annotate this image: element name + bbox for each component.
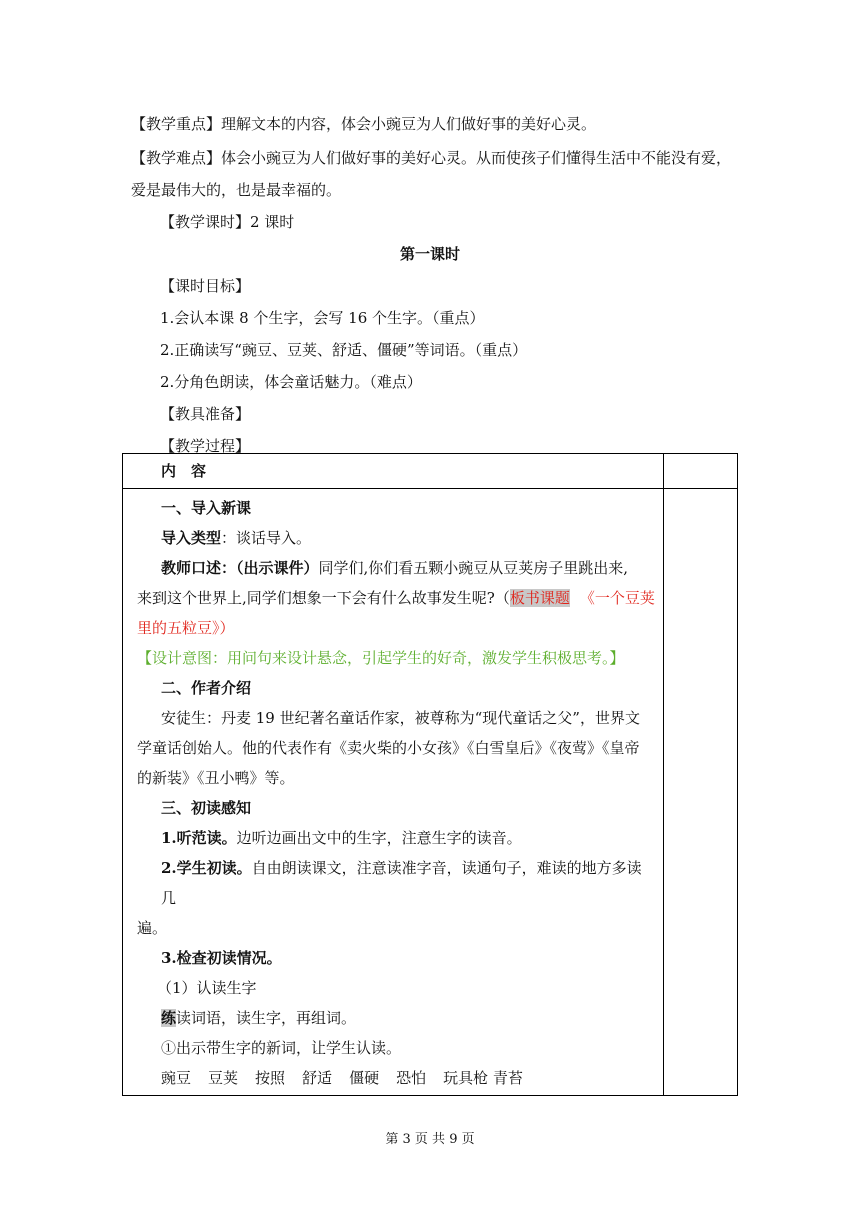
body-side-cell xyxy=(664,489,738,1096)
author-text-1: 安徒生：丹麦 19 世纪著名童话作家，被尊称为“现代童话之父”，世界文 xyxy=(161,709,640,727)
section-1-type-text: ：谈话导入。 xyxy=(221,529,312,547)
author-text-2: 学童话创始人。他的代表作有《卖火柴的小女孩》《白雪皇后》《夜莺》《皇帝 xyxy=(137,739,640,757)
teaching-focus-text: 理解文本的内容，体会小豌豆为人们做好事的美好心灵。 xyxy=(221,115,597,133)
table-header-row xyxy=(123,454,738,489)
section-1-title: 一、导入新课 xyxy=(161,499,252,517)
teaching-focus xyxy=(131,114,596,134)
word-item: 恐怕 xyxy=(396,1069,427,1087)
show-words-line: ①出示带生字的新词，让学生认读。 xyxy=(161,1039,402,1057)
page-footer: 第 3 页 共 9 页 xyxy=(385,1132,475,1147)
board-label: 板书课题 xyxy=(509,589,570,607)
word-item: 豆荚 xyxy=(208,1069,239,1087)
author-text-3: 的新装》《丑小鸭》等。 xyxy=(137,769,295,787)
step-3: 3.检查初读情况。 xyxy=(161,949,282,967)
header-cell xyxy=(123,454,664,489)
word-item: 舒适 xyxy=(302,1069,333,1087)
word-list xyxy=(123,1063,663,1093)
section-1-teacher-cont xyxy=(123,583,663,613)
teacher-text-1: 同学们,你们看五颗小豌豆从豆荚房子里跳出来, xyxy=(318,559,629,577)
word-item: 豌豆 xyxy=(161,1069,192,1087)
header-side-cell xyxy=(664,454,738,489)
process-label: 【教学过程】 xyxy=(160,437,251,455)
lesson-title: 第一课时 xyxy=(399,245,460,263)
board-text-1: 《一个豆荚 xyxy=(579,589,655,607)
step-2-cont: 遍。 xyxy=(137,919,168,937)
tools-label: 【教具准备】 xyxy=(160,405,251,423)
step-1-text: 边听边画出文中的生字，注意生字的读音。 xyxy=(236,829,522,847)
body-cell xyxy=(123,489,664,1096)
teacher-text-2: 来到这个世界上,同学们想象一下会有什么故事发生呢?（ xyxy=(137,589,510,607)
word-item: 僵硬 xyxy=(349,1069,380,1087)
teaching-hours: 【教学课时】2 课时 xyxy=(160,213,295,231)
table-body-row xyxy=(123,489,738,1096)
goals-label: 【课时目标】 xyxy=(160,277,251,295)
step-2-label: 2.学生初读。 xyxy=(161,859,252,877)
board-text-2: 里的五粒豆》） xyxy=(137,619,235,637)
goal-3: 2.分角色朗读，体会童话魅力。（难点） xyxy=(160,373,422,391)
teaching-difficulty xyxy=(131,148,731,168)
teaching-focus-label: 【教学重点】 xyxy=(131,115,222,133)
word-item: 玩具枪 青苔 xyxy=(443,1069,523,1087)
design-intent: 【设计意图：用问句来设计悬念，引起学生的好奇，激发学生积极思考。】 xyxy=(137,649,625,667)
process-table xyxy=(122,453,738,1096)
section-1-type-label: 导入类型 xyxy=(161,529,222,547)
section-3-title: 三、初读感知 xyxy=(161,799,252,817)
step-3-sub-1: （1）认读生字 xyxy=(157,979,257,997)
section-1-type xyxy=(123,523,663,553)
practice-mark: 练 xyxy=(161,1009,177,1027)
step-1 xyxy=(123,823,663,853)
section-1-teacher xyxy=(123,553,663,583)
practice-line xyxy=(123,1003,663,1033)
step-2-text: 自由朗读课文，注意读准字音，读通句子，难读的地方多读几 xyxy=(161,859,642,907)
goal-2: 2.正确读写“豌豆、豆荚、舒适、僵硬”等词语。（重点） xyxy=(160,341,528,359)
teaching-difficulty-cont: 爱是最伟大的，也是最幸福的。 xyxy=(131,181,342,199)
teaching-difficulty-label: 【教学难点】 xyxy=(131,149,222,167)
section-2-title: 二、作者介绍 xyxy=(161,679,252,697)
step-2 xyxy=(123,853,663,913)
header-content-label: 内 容 xyxy=(161,462,207,480)
goal-1: 1.会认本课 8 个生字，会写 16 个生字。（重点） xyxy=(160,309,485,327)
step-1-label: 1.听范读。 xyxy=(161,829,237,847)
word-item: 按照 xyxy=(255,1069,286,1087)
teaching-difficulty-text: 体会小豌豆为人们做好事的美好心灵。从而使孩子们懂得生活中不能没有爱， xyxy=(221,149,732,167)
practice-text: 读词语，读生字，再组词。 xyxy=(176,1009,357,1027)
teacher-label: 教师口述：（出示课件） xyxy=(161,559,319,577)
